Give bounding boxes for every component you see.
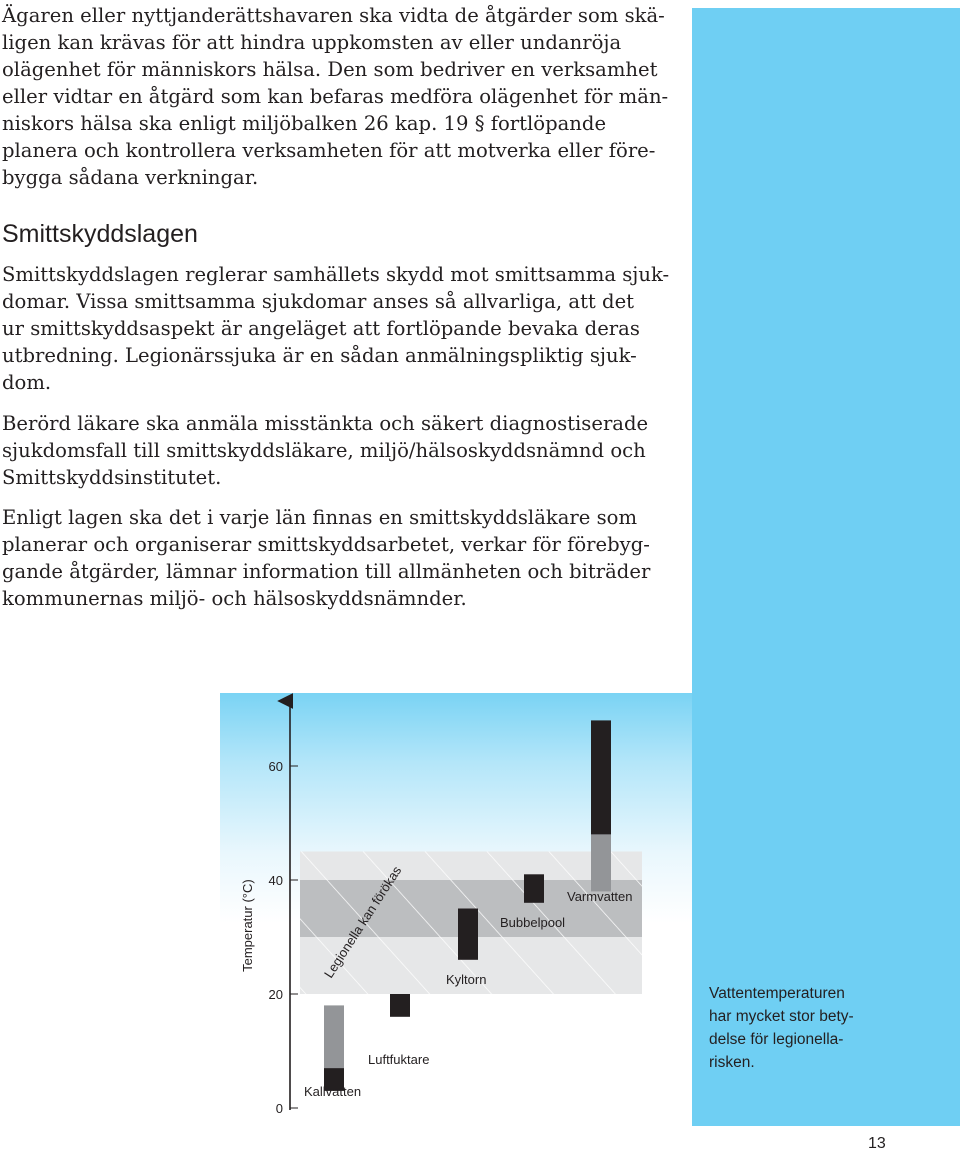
bar-luftfuktare-black xyxy=(390,994,410,1017)
chart-caption: Vattentemperaturen har mycket stor bety- delse för legionella- risken. xyxy=(709,985,854,1071)
paragraph-3: Berörd läkare ska anmäla misstänkta och säkert diagnostiserade sjukdomsfall till smittskyddsläkare, miljö/hälsoskyddsnämnd och Smittskyddsinstitutet. xyxy=(2,412,649,489)
bar-kallvatten-gray xyxy=(324,1005,344,1068)
section-heading: Smittskyddslagen xyxy=(2,220,198,248)
paragraph-2: Smittskyddslagen reglerar samhällets skydd mot smittsamma sjuk- domar. Vissa smittsamma sjukdomar anses så allvarliga, att det ur smittskyddsaspekt är angeläget att fortlöpande bevaka deras utbredning. Legionärssjuka är en sådan anmälningspliktig sjuk- dom. xyxy=(2,263,670,394)
category-label: Kallvatten xyxy=(304,1084,362,1099)
y-axis-label: Temperatur (°C) xyxy=(240,879,255,972)
category-label: Kyltorn xyxy=(446,972,487,987)
category-label: Bubbelpool xyxy=(500,915,566,930)
y-tick-label: 20 xyxy=(268,987,283,1002)
y-tick-label: 40 xyxy=(268,873,283,888)
band-label: Legionella kan förökas xyxy=(320,863,405,981)
paragraph-1: Ägaren eller nyttjanderättshavaren ska vidta de åtgärder som skä- ligen kan krävas för att hindra uppkomsten av eller undanröja olägenhet för människors hälsa. Den som bedriver en verksamhet eller vidtar en åtgärd som kan befaras medföra olägenhet för män- niskors hälsa ska enligt miljöbalken 26 kap. 19 § fortlöpande planera och kontrollera verksamheten för att motverka eller före- bygga sådana verkningar. xyxy=(2,4,669,189)
y-tick-label: 0 xyxy=(275,1101,283,1116)
bar-varmvatten-gray xyxy=(591,834,611,891)
bar-kyltorn-black xyxy=(458,909,478,960)
category-label: Varmvatten xyxy=(567,889,633,904)
chart-svg xyxy=(220,693,692,1126)
paragraph-4: Enligt lagen ska det i varje län finnas en smittskyddsläkare som planerar och organiserar smittskyddsarbetet, verkar för förebyg- gande åtgärder, lämnar information till allmänheten och biträder kommunernas miljö- och hälsoskyddsnämnder. xyxy=(2,506,651,610)
y-tick-label: 60 xyxy=(268,759,283,774)
category-label: Luftfuktare xyxy=(368,1052,430,1067)
sidebar-panel xyxy=(692,8,960,1126)
bar-bubbelpool-black xyxy=(524,874,544,903)
page-number: 13 xyxy=(868,1135,886,1152)
bar-varmvatten-black xyxy=(591,720,611,834)
temperature-chart xyxy=(220,693,692,1126)
